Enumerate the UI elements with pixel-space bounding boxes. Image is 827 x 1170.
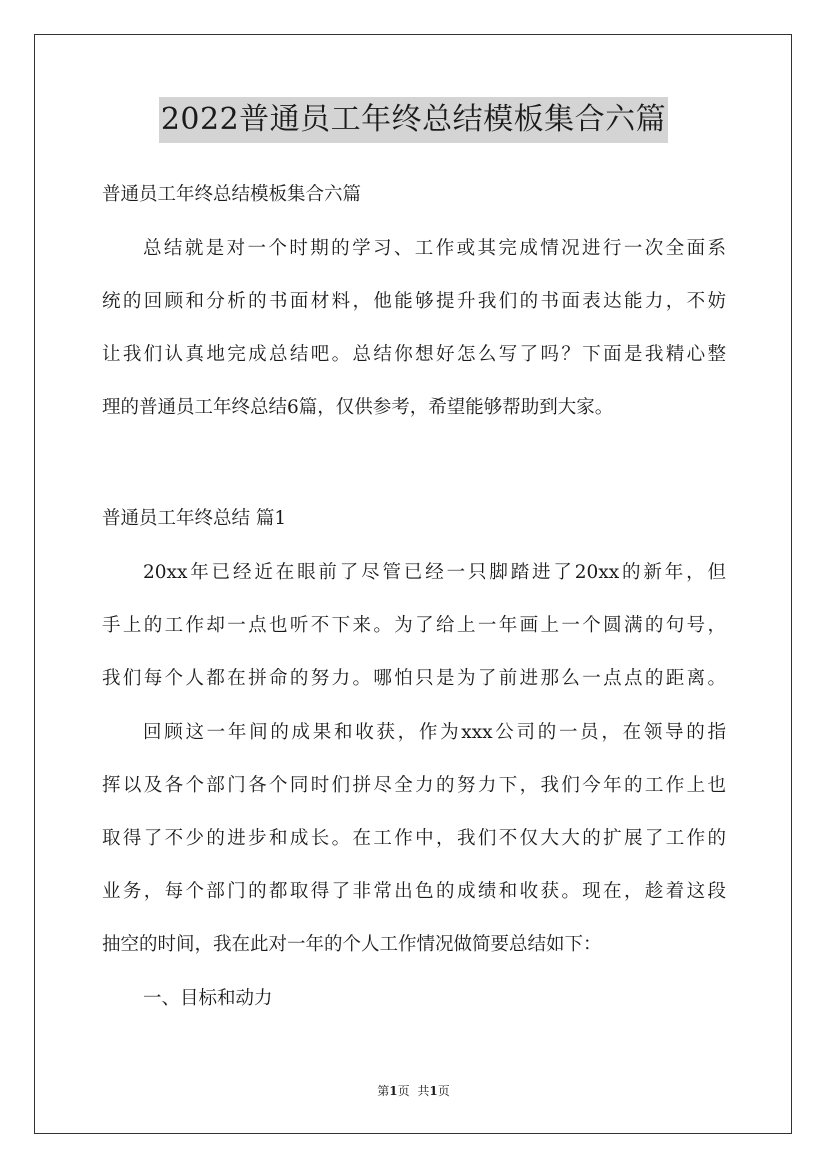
list-heading: 一、目标和动力 xyxy=(143,988,273,1009)
page-label-suffix: 页 xyxy=(397,1084,410,1098)
total-pages: 1 xyxy=(429,1084,438,1098)
paragraph-line: 手上的工作却一点也听不下来。为了给上一年画上一个圆满的句号， xyxy=(102,615,726,636)
document-title: 2022普通员工年终总结模板集合六篇 xyxy=(159,97,668,143)
total-label-suffix: 页 xyxy=(437,1084,450,1098)
paragraph-line: 挥以及各个部门各个同时们拼尽全力的努力下，我们今年的工作上也 xyxy=(102,775,726,796)
document-subtitle: 普通员工年终总结模板集合六篇 xyxy=(102,184,362,205)
paragraph-line: 20xx年已经近在眼前了尽管已经一只脚踏进了20xx的新年，但 xyxy=(143,562,726,583)
intro-line: 统的回顾和分析的书面材料，他能够提升我们的书面表达能力，不妨 xyxy=(102,291,726,312)
paragraph-line: 抽空的时间，我在此对一年的个人工作情况做简要总结如下： xyxy=(102,934,602,955)
intro-line: 理的普通员工年终总结6篇，仅供参考，希望能够帮助到大家。 xyxy=(102,397,614,418)
intro-line: 总结就是对一个时期的学习、工作或其完成情况进行一次全面系 xyxy=(143,238,726,259)
paragraph-line: 业务，每个部门的都取得了非常出色的成绩和收获。现在，趁着这段 xyxy=(102,881,726,902)
section-heading: 普通员工年终总结 篇1 xyxy=(102,508,287,529)
title-container xyxy=(0,97,827,143)
paragraph-line: 取得了不少的进步和成长。在工作中，我们不仅大大的扩展了工作的 xyxy=(102,828,726,849)
page-label-prefix: 第 xyxy=(377,1084,390,1098)
paragraph-line: 回顾这一年间的成果和收获，作为xxx公司的一员，在领导的指 xyxy=(143,722,726,743)
intro-line: 让我们认真地完成总结吧。总结你想好怎么写了吗？下面是我精心整 xyxy=(102,344,726,365)
page-footer xyxy=(0,1083,827,1099)
total-label-prefix: 共 xyxy=(417,1084,430,1098)
page-number: 1 xyxy=(389,1084,398,1098)
paragraph-line: 我们每个人都在拼命的努力。哪怕只是为了前进那么一点点的距离。 xyxy=(102,668,726,689)
